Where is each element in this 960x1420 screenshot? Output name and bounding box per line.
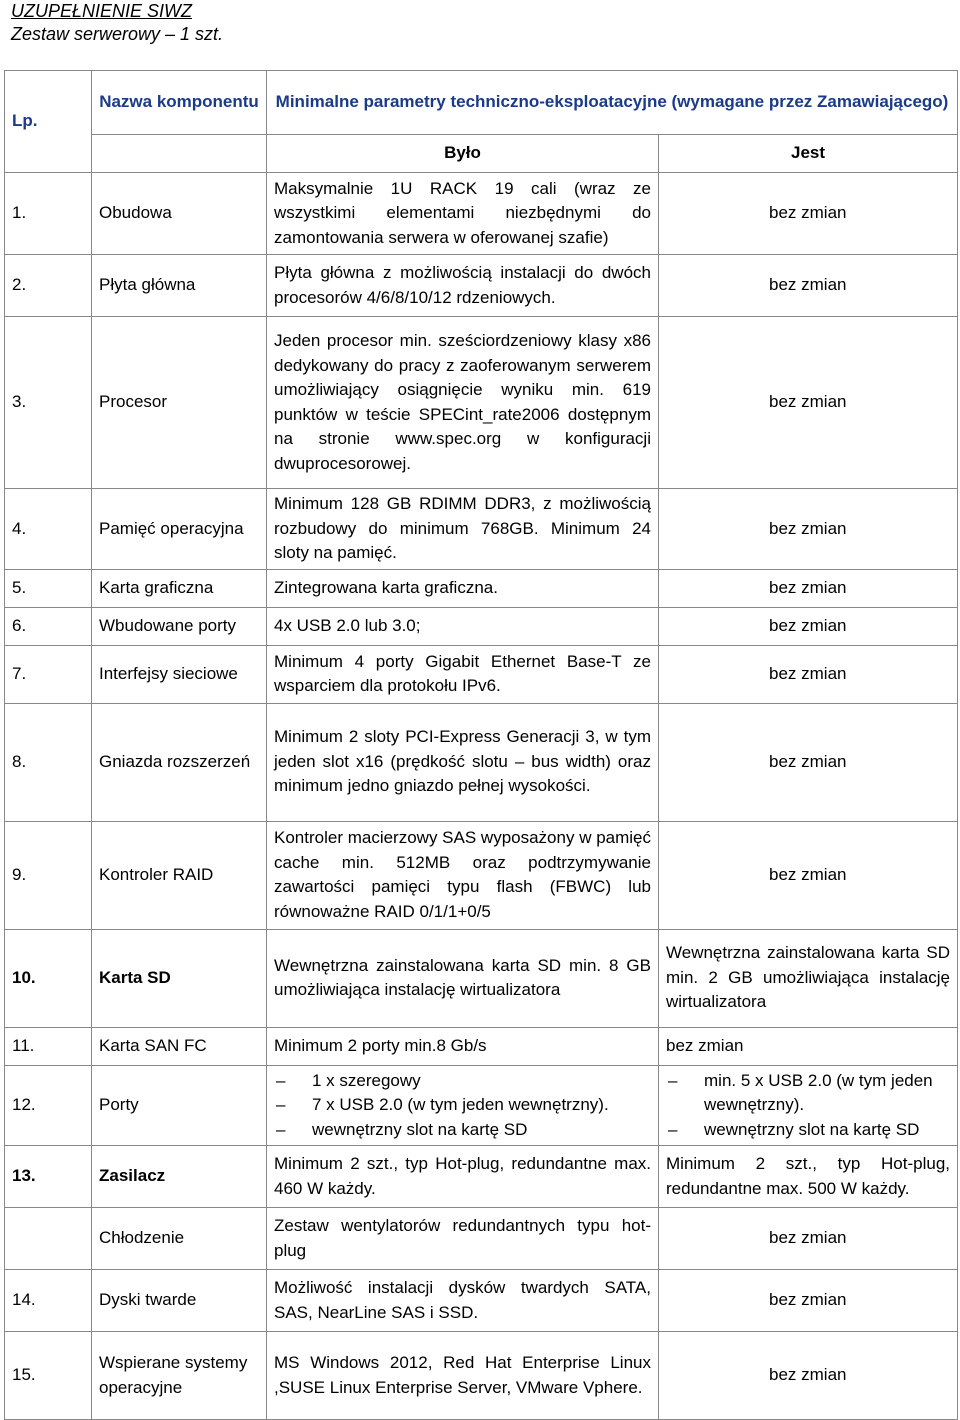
row-lp: 6. — [5, 607, 92, 645]
row-lp: 1. — [5, 173, 92, 255]
row-name: Interfejsy sieciowe — [92, 645, 267, 703]
row-name: Płyta główna — [92, 255, 267, 317]
row-jest: bez zmian — [659, 1208, 958, 1270]
table-row — [5, 1065, 958, 1146]
table-row — [5, 645, 958, 703]
row-lp: 11. — [5, 1027, 92, 1065]
row-jest: bez zmian — [659, 607, 958, 645]
row-bylo: Kontroler macierzowy SAS wyposażony w pamięć cache min. 512MB oraz podtrzymywanie zawartości pamięci typu flash (FBWC) lub równoważne RAID 0/1/1+0/5 — [267, 821, 659, 929]
row-name: Gniazda rozszerzeń — [92, 703, 267, 821]
row-lp — [5, 1208, 92, 1270]
row-bylo: Maksymalnie 1U RACK 19 cali (wraz ze wszystkimi elementami niezbędnymi do zamontowania serwera w oferowanej szafie) — [267, 173, 659, 255]
row-lp: 9. — [5, 821, 92, 929]
dash-list — [274, 1069, 651, 1143]
row-jest: bez zmian — [659, 703, 958, 821]
row-name: Karta graficzna — [92, 569, 267, 607]
row-name: Karta SAN FC — [92, 1027, 267, 1065]
row-name: Chłodzenie — [92, 1208, 267, 1270]
list-item: – wewnętrzny slot na kartę SD — [666, 1118, 950, 1143]
row-name: Pamięć operacyjna — [92, 489, 267, 570]
list-item: – wewnętrzny slot na kartę SD — [274, 1118, 651, 1143]
row-jest: bez zmian — [659, 1332, 958, 1420]
table-row — [5, 1208, 958, 1270]
table-row — [5, 1027, 958, 1065]
row-jest: bez zmian — [659, 645, 958, 703]
row-jest: bez zmian — [659, 317, 958, 489]
row-lp: 13. — [5, 1146, 92, 1208]
table-row — [5, 703, 958, 821]
spec-table — [4, 70, 958, 1420]
heading-title: UZUPEŁNIENIE SIWZ — [11, 1, 193, 21]
header-name-empty — [92, 135, 267, 173]
row-jest: Minimum 2 szt., typ Hot-plug, redundantne max. 500 W każdy. — [659, 1146, 958, 1208]
row-jest: bez zmian — [659, 1270, 958, 1332]
row-bylo: Zintegrowana karta graficzna. — [267, 569, 659, 607]
row-lp: 14. — [5, 1270, 92, 1332]
row-lp: 7. — [5, 645, 92, 703]
header-params: Minimalne parametry techniczno-eksploatacyjne (wymagane przez Zamawiającego) — [267, 71, 958, 135]
row-bylo: Minimum 2 porty min.8 Gb/s — [267, 1027, 659, 1065]
row-lp: 15. — [5, 1332, 92, 1420]
table-row — [5, 489, 958, 570]
row-lp: 2. — [5, 255, 92, 317]
row-name: Wspierane systemy operacyjne — [92, 1332, 267, 1420]
row-lp: 10. — [5, 929, 92, 1027]
list-item: – min. 5 x USB 2.0 (w tym jeden wewnętrzny). — [666, 1069, 950, 1118]
table-row — [5, 317, 958, 489]
row-jest: bez zmian — [659, 489, 958, 570]
table-row — [5, 173, 958, 255]
row-bylo: Zestaw wentylatorów redundantnych typu hot-plug — [267, 1208, 659, 1270]
table-row — [5, 1270, 958, 1332]
row-bylo — [267, 1065, 659, 1146]
row-name: Zasilacz — [92, 1146, 267, 1208]
row-bylo: Jeden procesor min. sześciordzeniowy klasy x86 dedykowany do pracy z zaoferowanym serwerem umożliwiający osiągnięcie wyniku min. 619 punktów w teście SPECint_rate2006 dostępnym na stronie www.spec.org w konfiguracji dwuprocesorowej. — [267, 317, 659, 489]
row-jest: bez zmian — [659, 1027, 958, 1065]
row-name: Wbudowane porty — [92, 607, 267, 645]
table-row — [5, 607, 958, 645]
row-bylo: Płyta główna z możliwością instalacji do dwóch procesorów 4/6/8/10/12 rdzeniowych. — [267, 255, 659, 317]
dash-list — [666, 1069, 950, 1143]
row-bylo: 4x USB 2.0 lub 3.0; — [267, 607, 659, 645]
header-jest: Jest — [659, 135, 958, 173]
document-heading — [11, 0, 223, 46]
table-row — [5, 1146, 958, 1208]
row-name: Dyski twarde — [92, 1270, 267, 1332]
list-item: – 1 x szeregowy — [274, 1069, 651, 1094]
row-bylo: Minimum 128 GB RDIMM DDR3, z możliwością rozbudowy do minimum 768GB. Minimum 24 sloty na pamięć. — [267, 489, 659, 570]
table-row — [5, 1332, 958, 1420]
list-item: – 7 x USB 2.0 (w tym jeden wewnętrzny). — [274, 1093, 651, 1118]
table-body — [5, 173, 958, 1420]
row-bylo: Wewnętrzna zainstalowana karta SD min. 8 GB umożliwiająca instalację wirtualizatora — [267, 929, 659, 1027]
table-row — [5, 929, 958, 1027]
row-lp: 5. — [5, 569, 92, 607]
row-bylo: Możliwość instalacji dysków twardych SATA, SAS, NearLine SAS i SSD. — [267, 1270, 659, 1332]
row-name: Kontroler RAID — [92, 821, 267, 929]
table-row — [5, 569, 958, 607]
row-lp: 4. — [5, 489, 92, 570]
header-row — [5, 71, 958, 135]
row-lp: 12. — [5, 1065, 92, 1146]
heading-subtitle: Zestaw serwerowy – 1 szt. — [11, 24, 224, 44]
row-lp: 8. — [5, 703, 92, 821]
row-jest: bez zmian — [659, 255, 958, 317]
table-row — [5, 255, 958, 317]
subheader-row — [5, 135, 958, 173]
header-lp: Lp. — [5, 71, 92, 173]
table-row — [5, 821, 958, 929]
row-bylo: Minimum 4 porty Gigabit Ethernet Base-T ze wsparciem dla protokołu IPv6. — [267, 645, 659, 703]
row-bylo: MS Windows 2012, Red Hat Enterprise Linux ,SUSE Linux Enterprise Server, VMware Vphere. — [267, 1332, 659, 1420]
row-lp: 3. — [5, 317, 92, 489]
row-jest: bez zmian — [659, 821, 958, 929]
header-name: Nazwa komponentu — [92, 71, 267, 135]
row-bylo: Minimum 2 sloty PCI-Express Generacji 3, w tym jeden slot x16 (prędkość slotu – bus width) oraz minimum jedno gniazdo pełnej wysokości. — [267, 703, 659, 821]
row-name: Procesor — [92, 317, 267, 489]
header-bylo: Było — [267, 135, 659, 173]
row-jest: bez zmian — [659, 173, 958, 255]
row-name: Karta SD — [92, 929, 267, 1027]
row-jest — [659, 1065, 958, 1146]
row-jest: bez zmian — [659, 569, 958, 607]
row-name: Obudowa — [92, 173, 267, 255]
row-jest: Wewnętrzna zainstalowana karta SD min. 2 GB umożliwiająca instalację wirtualizatora — [659, 929, 958, 1027]
row-name: Porty — [92, 1065, 267, 1146]
row-bylo: Minimum 2 szt., typ Hot-plug, redundantne max. 460 W każdy. — [267, 1146, 659, 1208]
